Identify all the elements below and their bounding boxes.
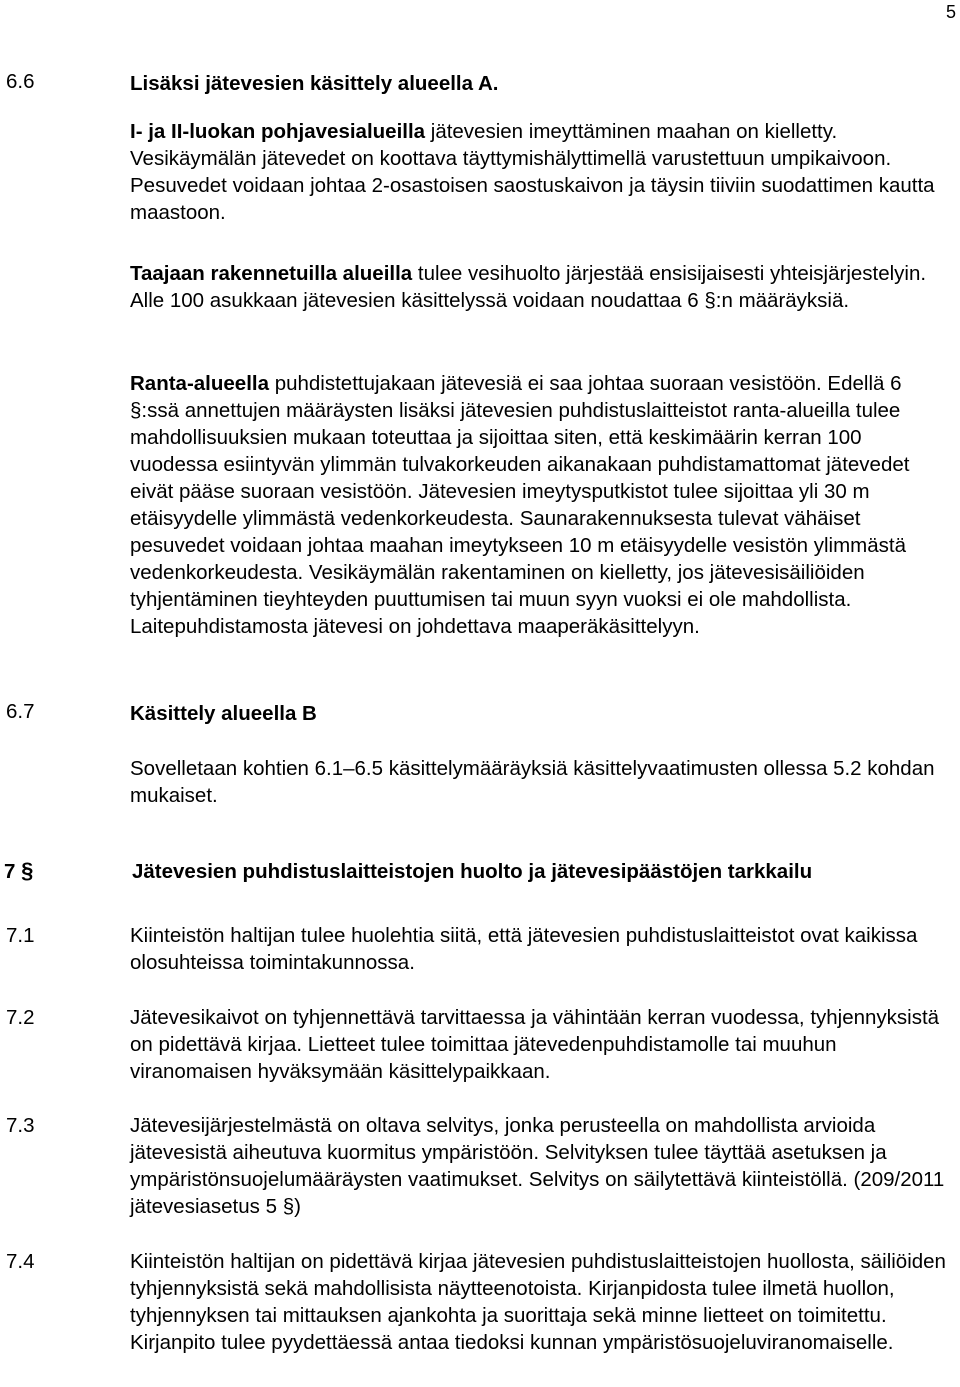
section-number: 7.1	[6, 924, 35, 947]
paragraph-text: Jätevesikaivot on tyhjennettävä tarvittaessa ja vähintään kerran vuodessa, tyhjennyksistä on pidettävä kirjaa. Lietteet tulee toimittaa jätevedenpuhdistamolle tai muuhun viranomaisen hyväksymään käsittelypaikkaan.	[130, 1006, 940, 1083]
paragraph-text: jätevesien imeyttäminen maahan on kielletty. Vesikäymälän jätevedet on koottava täyttymishälyttimellä varustettuun umpikaivoon. Pesuvedet voidaan johtaa 2-osastoisen saostuskaivon ja täysin tiiviin suodattimen kautta maastoon.	[130, 120, 935, 224]
bold-lead: Ranta-alueella	[130, 372, 269, 395]
section-title: Käsittely alueella B	[130, 702, 317, 725]
section-title: Lisäksi jätevesien käsittely alueella A.	[130, 72, 499, 95]
paragraph-text: Kiinteistön haltijan tulee huolehtia siitä, että jätevesien puhdistuslaitteistot ovat kaikissa olosuhteissa toimintakunnossa.	[130, 924, 918, 974]
paragraph-text: tulee vesihuolto järjestää ensisijaisesti yhteisjärjestelyin. Alle 100 asukkaan jätevesien käsittelyssä voidaan noudattaa 6 §:n määräyksiä.	[130, 262, 927, 312]
bold-lead: I- ja II-luokan pohjavesialueilla	[130, 120, 426, 143]
section-number: 7.2	[6, 1006, 35, 1029]
section-symbol: §	[21, 858, 34, 883]
bold-lead: Taajaan rakennetuilla alueilla	[130, 262, 413, 285]
section-number: 6.6	[6, 70, 35, 93]
paragraph-text: Kiinteistön haltijan on pidettävä kirjaa jätevesien puhdistuslaitteistojen huollosta, säiliöiden tyhjennyksistä sekä mahdollisista näytteenotoista. Kirjanpidosta tulee ilmetä huollon, tyhjennyksen tai mittauksen ajankohta ja suorittaja sekä minne lietteet on toimitettu. Kirjanpito tulee pyydettäessä antaa tiedoksi kunnan ympäristösuojeluviranomaiselle.	[130, 1250, 946, 1354]
paragraph-text: puhdistettujakaan jätevesiä ei saa johtaa suoraan vesistöön. Edellä 6 §:ssä annettujen määräysten lisäksi jätevesien puhdistuslaitteistot ranta-alueilla tulee mahdollisuuksien mukaan toteuttaa ja sijoittaa siten, että keskimäärin kerran 100 vuodessa esiintyvän ylimmän tulvakorkeuden aikanakaan puhdistamattomat jätevedet eivät pääse suoraan vesistöön. Jätevesien imeytysputkistot tulee sijoittaa yli 30 m etäisyydelle ylimmästä vedenkorkeudesta. Saunarakennuksesta tulevat vähäiset pesuvedet voidaan johtaa maahan imeytykseen 10 m etäisyydelle vesistön ylimmästä vedenkorkeudesta. Vesikäymälän rakentaminen on kielletty, jos jätevesisäiliöiden tyhjentäminen tieyhteyden puuttumisen tai muun syyn vuoksi ei ole mahdollista. Laitepuhdistamosta jätevesi on johdettava maaperäkäsittelyyn.	[130, 372, 910, 638]
section-number	[4, 858, 33, 884]
section-number-text: 7	[4, 860, 16, 883]
page-number: 5	[945, 2, 956, 22]
section-title: Jätevesien puhdistuslaitteistojen huolto ja jätevesipäästöjen tarkkailu	[132, 860, 813, 883]
paragraph-text: Jätevesijärjestelmästä on oltava selvitys, jonka perusteella on mahdollista arvioida jätevesistä aiheutuva kuormitus ympäristöön. Selvityksen tulee täyttää asetuksen ja ympäristönsuojelumääräysten vaatimukset. Selvitys on säilytettävä kiinteistöllä. (209/2011 jätevesiasetus 5 §)	[130, 1114, 945, 1218]
section-number: 6.7	[6, 700, 35, 723]
section-number: 7.4	[6, 1250, 35, 1273]
paragraph-text: Sovelletaan kohtien 6.1–6.5 käsittelymääräyksiä käsittelyvaatimusten ollessa 5.2 kohdan mukaiset.	[130, 757, 935, 807]
section-number: 7.3	[6, 1114, 35, 1137]
